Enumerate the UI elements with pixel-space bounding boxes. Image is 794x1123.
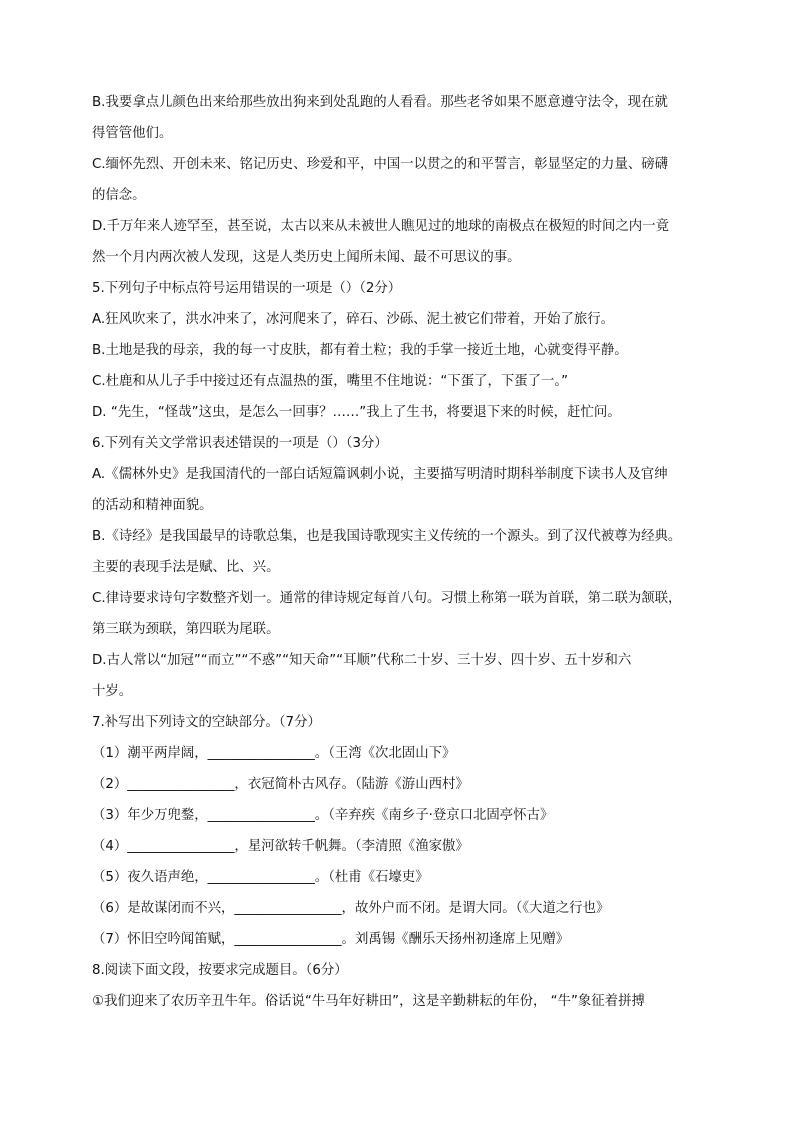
q6-option-d-line-2: 十岁。 <box>92 684 133 699</box>
q7-item-1: （1）潮平两岸阔，________________。（王湾《次北固山下》 <box>92 746 456 761</box>
q6-option-a-line-2: 的活动和精神面貌。 <box>92 498 213 513</box>
question-5-stem: 5.下列句子中标点符号运用错误的一项是（）（2分） <box>92 281 402 296</box>
q7-item-6: （6）是故谋闭而不兴，________________，故外户而不闭。是谓大同。（《大道之行也》 <box>92 901 610 916</box>
q7-item-5: （5）夜久语声绝，________________。（杜甫《石壕吏》 <box>92 870 429 885</box>
q5-option-d: D. “先生，“怪哉”这虫，是怎么一回事？……”我上了生书，将要退下来的时候，赶忙问。 <box>92 405 621 420</box>
q5-option-b: B.土地是我的母亲，我的每一寸皮肤，都有着土粒；我的手掌一接近土地，心就变得平静。 <box>92 343 628 358</box>
q5-option-c: C.杜鹿和从儿子手中接过还有点温热的蛋，嘴里不住地说：“下蛋了，下蛋了一。” <box>92 374 569 389</box>
q7-item-7: （7）怀旧空吟闻笛赋，________________。刘禹锡《酬乐天扬州初逢席上见赠》 <box>92 932 570 947</box>
option-c-line-1: C.缅怀先烈、开创未来、铭记历史、珍爱和平，中国一以贯之的和平誓言，彰显坚定的力量、磅礴 <box>92 157 669 172</box>
option-b-line-1: B.我要拿点儿颜色出来给那些放出狗来到处乱跑的人看看。那些老爷如果不愿意遵守法令，现在就 <box>92 95 668 110</box>
q7-item-3: （3）年少万兜鍪，________________。（辛弃疾《南乡子·登京口北固亭怀古》 <box>92 808 554 823</box>
q7-item-2: （2）________________，衣冠简朴古风存。（陆游《游山西村》 <box>92 777 469 792</box>
question-7-stem: 7.补写出下列诗文的空缺部分。（7分） <box>92 715 321 730</box>
q6-option-b-line-1: B.《诗经》是我国最早的诗歌总集，也是我国诗歌现实主义传统的一个源头。到了汉代被尊为经典。 <box>92 529 682 544</box>
q6-option-d-line-1: D.古人常以“加冠”“而立”“不惑”“知天命”“耳顺”代称二十岁、三十岁、四十岁、五十岁和六 <box>92 653 632 668</box>
q5-option-a: A.狂风吹来了，洪水冲来了，冰河爬来了，碎石、沙砾、泥土被它们带着，开始了旅行。 <box>92 312 615 327</box>
q6-option-c-line-2: 第三联为颈联，第四联为尾联。 <box>92 622 280 637</box>
question-6-stem: 6.下列有关文学常识表述错误的一项是（）（3分） <box>92 436 388 451</box>
q7-item-4: （4）________________，星河欲转千帆舞。（李清照《渔家傲》 <box>92 839 469 854</box>
option-c-line-2: 的信念。 <box>92 188 146 203</box>
option-b-line-2: 得管管他们。 <box>92 126 173 141</box>
question-8-stem: 8.阅读下面文段，按要求完成题目。（6分） <box>92 963 348 978</box>
q6-option-b-line-2: 主要的表现手法是赋、比、兴。 <box>92 560 280 575</box>
q6-option-a-line-1: A.《儒林外史》是我国清代的一部白话短篇讽刺小说，主要描写明清时期科举制度下读书人及官绅 <box>92 467 668 482</box>
q6-option-c-line-1: C.律诗要求诗句字数整齐划一。通常的律诗规定每首八句。习惯上称第一联为首联，第二联为颔联， <box>92 591 682 606</box>
q8-passage-line-1: ①我们迎来了农历辛丑牛年。俗话说“牛马年好耕田”，这是辛勤耕耘的年份， “牛”象征着拼搏 <box>92 994 645 1009</box>
option-d-line-2: 然一个月内两次被人发现，这是人类历史上闻所未闻、最不可思议的事。 <box>92 250 521 265</box>
option-d-line-1: D.千万年来人迹罕至，甚至说，太古以来从未被世人瞧见过的地球的南极点在极短的时间之内一竟 <box>92 219 669 234</box>
